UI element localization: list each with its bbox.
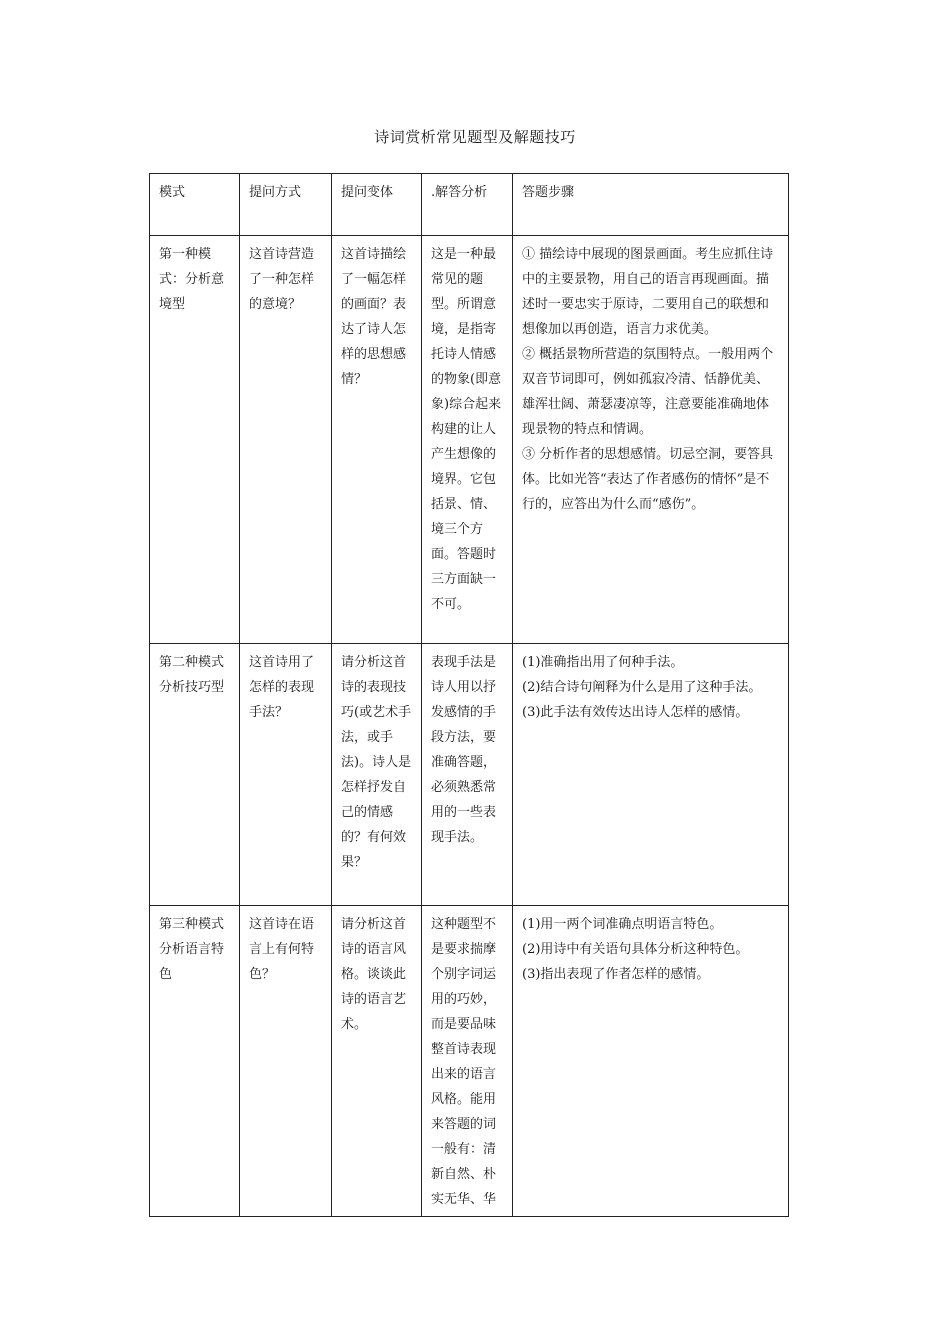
step-item: (2)结合诗句阐释为什么是用了这种手法。 xyxy=(522,680,762,695)
cell-variant: 请分析这首诗的表现技巧(或艺术手法，或手法)。诗人是怎样抒发自己的情感的？有何效果？ xyxy=(332,644,422,906)
cell-analysis: 表现手法是诗人用以抒发感情的手段方法，要准确答题，必须熟悉常用的一些表现手法。 xyxy=(422,644,513,906)
analysis-table xyxy=(149,173,789,1217)
table-row xyxy=(150,644,789,906)
cell-question: 这首诗用了怎样的表现手法？ xyxy=(240,644,332,906)
table-header-row xyxy=(150,174,789,236)
cell-analysis-text: 这种题型不是要求揣摩个别字词运用的巧妙，而是要品味整首诗表现出来的语言风格。能用来答题的词一般有：清新自然、朴实无华、华 xyxy=(431,917,497,1207)
header-steps: 答题步骤 xyxy=(513,174,789,236)
header-question: 提问方式 xyxy=(240,174,332,236)
cell-mode: 第一种模式：分析意境型 xyxy=(150,236,240,644)
step-item: (2)用诗中有关语句具体分析这种特色。 xyxy=(522,942,749,957)
cell-steps xyxy=(513,644,789,906)
cell-steps xyxy=(513,236,789,644)
cell-analysis xyxy=(422,906,513,1217)
header-analysis: .解答分析 xyxy=(422,174,513,236)
cell-variant: 请分析这首诗的语言风格。谈谈此诗的语言艺术。 xyxy=(332,906,422,1217)
step-item: ① 描绘诗中展现的图景画面。考生应抓住诗中的主要景物，用自己的语言再现画面。描述时一要忠实于原诗，二要用自己的联想和想像加以再创造，语言力求优美。 xyxy=(522,247,774,337)
header-variant: 提问变体 xyxy=(332,174,422,236)
cell-variant: 这首诗描绘了一幅怎样的画面？表达了诗人怎样的思想感情？ xyxy=(332,236,422,644)
page-title: 诗词赏析常见题型及解题技巧 xyxy=(374,128,576,146)
cell-mode: 第三种模式分析语言特色 xyxy=(150,906,240,1217)
step-item: ③ 分析作者的思想感情。切忌空洞，要答具体。比如光答“表达了作者感伤的情怀”是不行的，应答出为什么而“感伤”。 xyxy=(522,447,774,512)
step-item: (3)此手法有效传达出诗人怎样的感情。 xyxy=(522,705,749,720)
step-item: ② 概括景物所营造的氛围特点。一般用两个双音节词即可，例如孤寂冷清、恬静优美、雄浑壮阔、萧瑟凄凉等，注意要能准确地体现景物的特点和情调。 xyxy=(522,347,774,437)
table-row xyxy=(150,236,789,644)
step-item: (1)用一两个词准确点明语言特色。 xyxy=(522,917,723,932)
cell-steps xyxy=(513,906,789,1217)
cell-analysis: 这是一种最常见的题型。所谓意境，是指寄托诗人情感的物象(即意象)综合起来构建的让人产生想像的境界。它包括景、情、境三个方面。答题时三方面缺一不可。 xyxy=(422,236,513,644)
cell-question: 这首诗营造了一种怎样的意境？ xyxy=(240,236,332,644)
table-row xyxy=(150,906,789,1217)
cell-question: 这首诗在语言上有何特色？ xyxy=(240,906,332,1217)
step-item: (3)指出表现了作者怎样的感情。 xyxy=(522,967,710,982)
header-mode: 模式 xyxy=(150,174,240,236)
step-item: (1)准确指出用了何种手法。 xyxy=(522,655,684,670)
cell-mode: 第二种模式分析技巧型 xyxy=(150,644,240,906)
